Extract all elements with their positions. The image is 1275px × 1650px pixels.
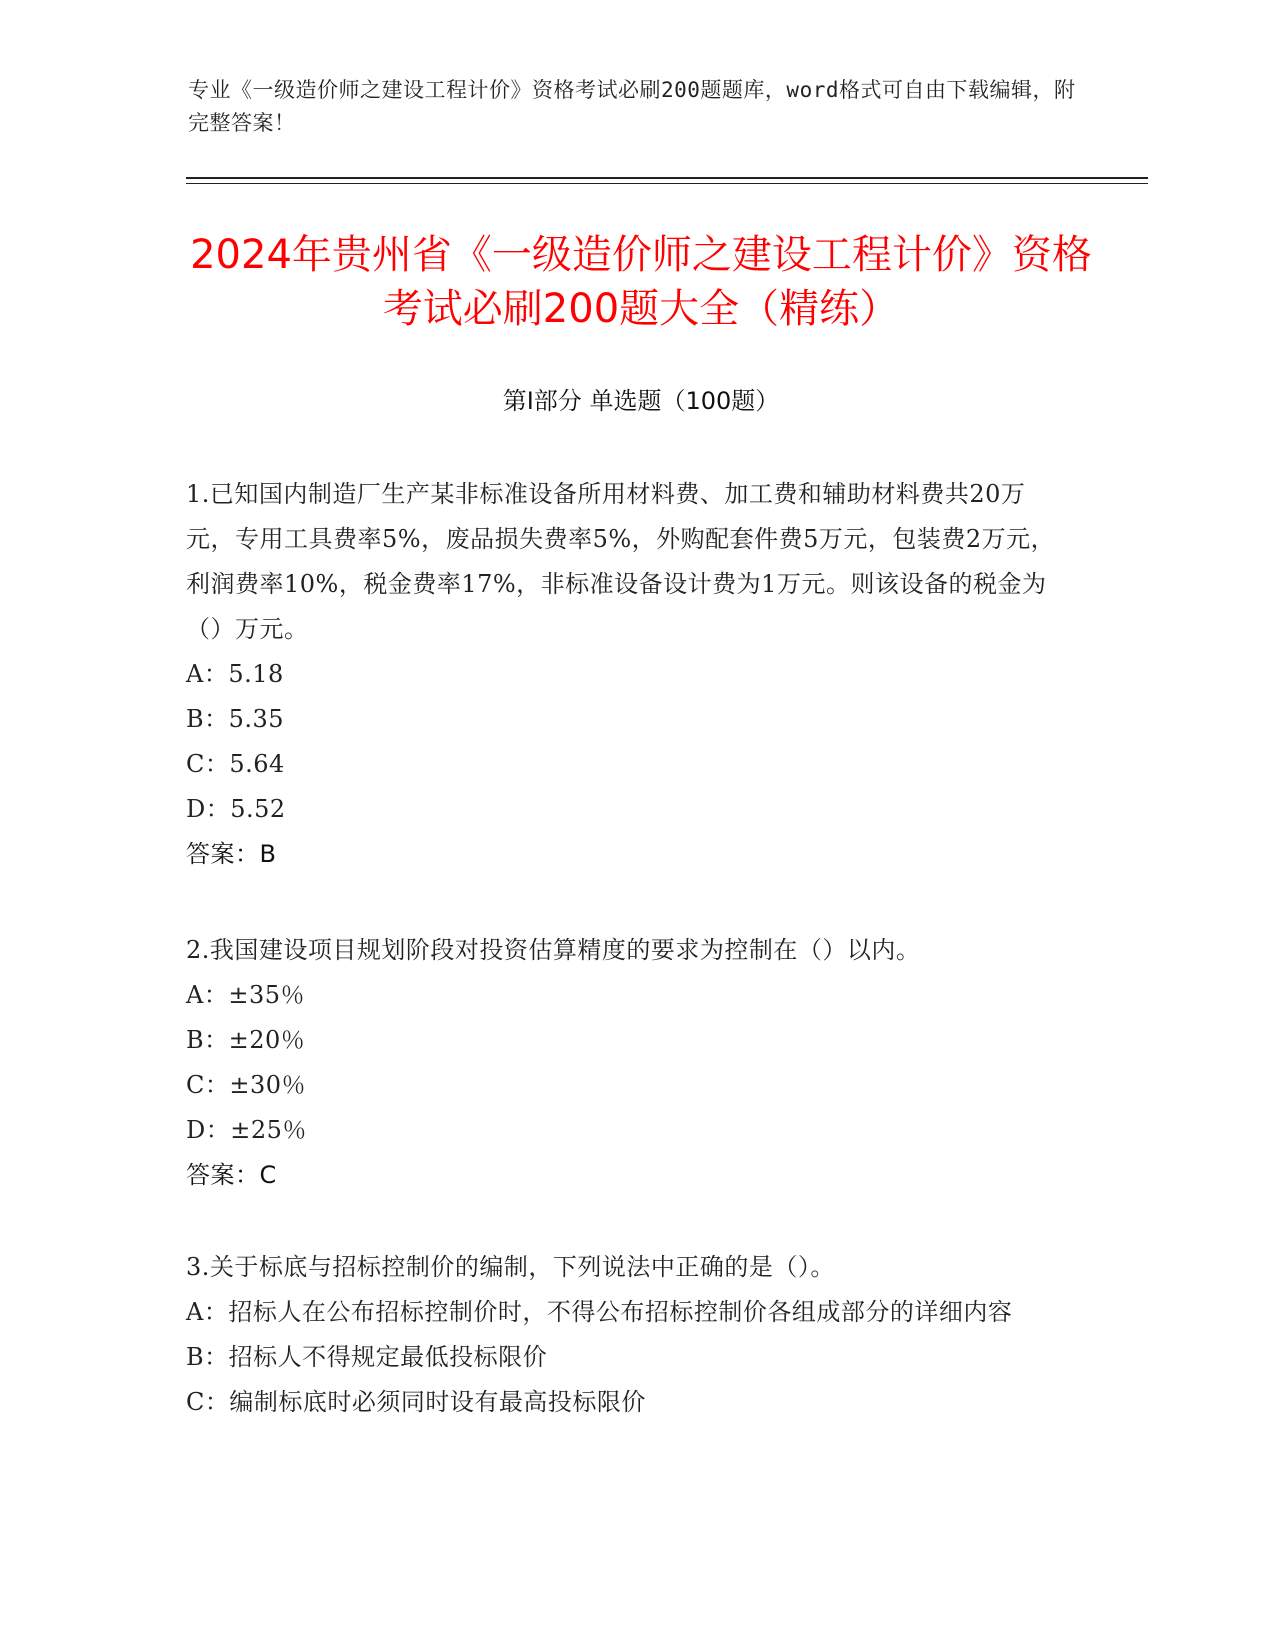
question-block bbox=[186, 472, 1066, 877]
question-stem: 1.已知国内制造厂生产某非标准设备所用材料费、加工费和辅助材料费共20万元，专用工具费率5%，废品损失费率5%，外购配套件费5万元，包装费2万元，利润费率10%，税金费率17%，非标准设备设计费为1万元。则该设备的税金为（）万元。 bbox=[186, 480, 1056, 643]
option-a: A：招标人在公布招标控制价时，不得公布招标控制价各组成部分的详细内容 bbox=[186, 1298, 1013, 1326]
answer-line: 答案：B bbox=[186, 840, 277, 868]
option-b: B：±20％ bbox=[186, 1026, 306, 1054]
header-rule-thin bbox=[186, 183, 1148, 184]
question-block bbox=[186, 928, 1066, 1198]
option-c: C：±30％ bbox=[186, 1071, 307, 1099]
option-b: B：5.35 bbox=[186, 705, 285, 733]
question-block bbox=[186, 1245, 1066, 1425]
option-c: C：5.64 bbox=[186, 750, 285, 778]
header-rule-thick bbox=[186, 177, 1148, 179]
option-d: D：±25％ bbox=[186, 1116, 307, 1144]
answer-line: 答案：C bbox=[186, 1161, 277, 1189]
question-stem: 2.我国建设项目规划阶段对投资估算精度的要求为控制在（）以内。 bbox=[186, 936, 921, 964]
option-d: D：5.52 bbox=[186, 795, 286, 823]
header-note: 专业《一级造价师之建设工程计价》资格考试必刷200题题库，word格式可自由下载编辑，附完整答案！ bbox=[188, 78, 1076, 135]
option-a: A：5.18 bbox=[186, 660, 284, 688]
option-c: C：编制标底时必须同时设有最高投标限价 bbox=[186, 1388, 646, 1416]
option-a: A：±35％ bbox=[186, 981, 305, 1009]
question-stem: 3.关于标底与招标控制价的编制，下列说法中正确的是（）。 bbox=[186, 1253, 835, 1281]
section-heading: 第I部分 单选题（100题） bbox=[502, 387, 780, 415]
document-title: 2024年贵州省《一级造价师之建设工程计价》资格考试必刷200题大全（精练） bbox=[190, 232, 1092, 332]
option-b: B：招标人不得规定最低投标限价 bbox=[186, 1343, 548, 1371]
